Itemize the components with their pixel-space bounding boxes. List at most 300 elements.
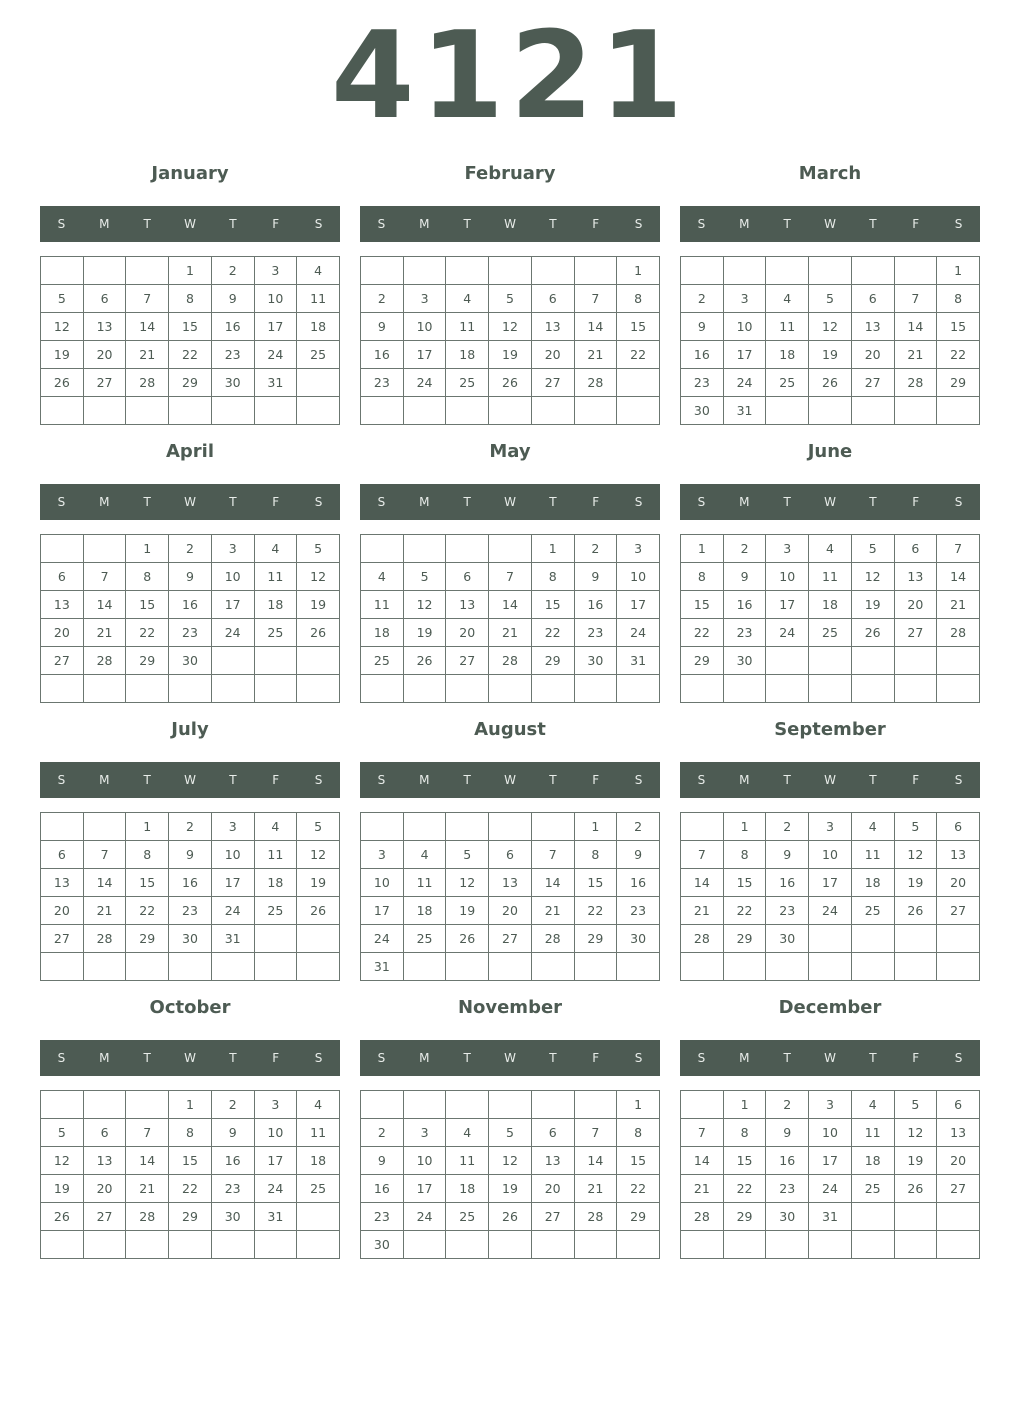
day-cell[interactable]: 9 — [211, 285, 254, 313]
day-cell[interactable]: 27 — [937, 897, 980, 925]
day-cell[interactable]: 2 — [574, 535, 617, 563]
day-cell[interactable]: 14 — [126, 313, 169, 341]
day-cell[interactable]: 8 — [531, 563, 574, 591]
day-cell[interactable]: 25 — [766, 369, 809, 397]
day-cell[interactable]: 18 — [809, 591, 852, 619]
day-cell[interactable]: 15 — [723, 1147, 766, 1175]
day-cell[interactable]: 7 — [126, 285, 169, 313]
day-cell[interactable]: 13 — [446, 591, 489, 619]
day-cell[interactable]: 10 — [254, 285, 297, 313]
day-cell[interactable]: 6 — [446, 563, 489, 591]
day-cell[interactable]: 15 — [681, 591, 724, 619]
day-cell[interactable]: 19 — [489, 1175, 532, 1203]
day-cell[interactable]: 23 — [361, 369, 404, 397]
day-cell[interactable]: 21 — [83, 897, 126, 925]
day-cell[interactable]: 24 — [617, 619, 660, 647]
day-cell[interactable]: 5 — [894, 1091, 937, 1119]
day-cell[interactable]: 29 — [126, 925, 169, 953]
day-cell[interactable]: 26 — [489, 1203, 532, 1231]
day-cell[interactable]: 15 — [169, 1147, 212, 1175]
day-cell[interactable]: 1 — [531, 535, 574, 563]
day-cell[interactable]: 5 — [41, 285, 84, 313]
day-cell[interactable]: 10 — [403, 1147, 446, 1175]
day-cell[interactable]: 4 — [446, 285, 489, 313]
day-cell[interactable]: 15 — [617, 1147, 660, 1175]
day-cell[interactable]: 24 — [403, 369, 446, 397]
day-cell[interactable]: 28 — [126, 369, 169, 397]
day-cell[interactable]: 12 — [297, 841, 340, 869]
day-cell[interactable]: 17 — [766, 591, 809, 619]
day-cell[interactable]: 1 — [574, 813, 617, 841]
day-cell[interactable]: 10 — [403, 313, 446, 341]
day-cell[interactable]: 17 — [809, 869, 852, 897]
day-cell[interactable]: 29 — [723, 1203, 766, 1231]
day-cell[interactable]: 5 — [489, 1119, 532, 1147]
day-cell[interactable]: 3 — [809, 1091, 852, 1119]
day-cell[interactable]: 31 — [254, 1203, 297, 1231]
day-cell[interactable]: 16 — [766, 1147, 809, 1175]
day-cell[interactable]: 30 — [361, 1231, 404, 1259]
day-cell[interactable]: 26 — [894, 897, 937, 925]
day-cell[interactable]: 27 — [489, 925, 532, 953]
day-cell[interactable]: 14 — [937, 563, 980, 591]
day-cell[interactable]: 6 — [937, 813, 980, 841]
day-cell[interactable]: 27 — [851, 369, 894, 397]
day-cell[interactable]: 16 — [169, 591, 212, 619]
day-cell[interactable]: 11 — [851, 1119, 894, 1147]
day-cell[interactable]: 30 — [766, 1203, 809, 1231]
day-cell[interactable]: 28 — [531, 925, 574, 953]
day-cell[interactable]: 13 — [937, 841, 980, 869]
day-cell[interactable]: 24 — [403, 1203, 446, 1231]
day-cell[interactable]: 19 — [297, 869, 340, 897]
day-cell[interactable]: 16 — [574, 591, 617, 619]
day-cell[interactable]: 17 — [403, 1175, 446, 1203]
day-cell[interactable]: 2 — [766, 1091, 809, 1119]
day-cell[interactable]: 3 — [809, 813, 852, 841]
day-cell[interactable]: 7 — [894, 285, 937, 313]
day-cell[interactable]: 18 — [851, 1147, 894, 1175]
day-cell[interactable]: 27 — [41, 647, 84, 675]
day-cell[interactable]: 20 — [83, 341, 126, 369]
day-cell[interactable]: 5 — [297, 535, 340, 563]
day-cell[interactable]: 24 — [254, 341, 297, 369]
day-cell[interactable]: 31 — [361, 953, 404, 981]
day-cell[interactable]: 4 — [851, 813, 894, 841]
day-cell[interactable]: 19 — [403, 619, 446, 647]
day-cell[interactable]: 17 — [211, 591, 254, 619]
day-cell[interactable]: 21 — [894, 341, 937, 369]
day-cell[interactable]: 31 — [211, 925, 254, 953]
day-cell[interactable]: 11 — [254, 841, 297, 869]
day-cell[interactable]: 23 — [681, 369, 724, 397]
day-cell[interactable]: 16 — [361, 341, 404, 369]
day-cell[interactable]: 30 — [617, 925, 660, 953]
day-cell[interactable]: 7 — [937, 535, 980, 563]
day-cell[interactable]: 1 — [937, 257, 980, 285]
day-cell[interactable]: 2 — [723, 535, 766, 563]
day-cell[interactable]: 8 — [681, 563, 724, 591]
day-cell[interactable]: 25 — [403, 925, 446, 953]
day-cell[interactable]: 13 — [894, 563, 937, 591]
day-cell[interactable]: 22 — [617, 1175, 660, 1203]
day-cell[interactable]: 19 — [446, 897, 489, 925]
day-cell[interactable]: 4 — [297, 257, 340, 285]
day-cell[interactable]: 29 — [126, 647, 169, 675]
day-cell[interactable]: 11 — [254, 563, 297, 591]
day-cell[interactable]: 8 — [169, 285, 212, 313]
day-cell[interactable]: 11 — [766, 313, 809, 341]
day-cell[interactable]: 27 — [446, 647, 489, 675]
day-cell[interactable]: 26 — [894, 1175, 937, 1203]
day-cell[interactable]: 1 — [681, 535, 724, 563]
day-cell[interactable]: 5 — [446, 841, 489, 869]
day-cell[interactable]: 15 — [937, 313, 980, 341]
day-cell[interactable]: 12 — [403, 591, 446, 619]
day-cell[interactable]: 16 — [617, 869, 660, 897]
day-cell[interactable]: 19 — [809, 341, 852, 369]
day-cell[interactable]: 21 — [681, 897, 724, 925]
day-cell[interactable]: 27 — [894, 619, 937, 647]
day-cell[interactable]: 8 — [126, 563, 169, 591]
day-cell[interactable]: 15 — [574, 869, 617, 897]
day-cell[interactable]: 21 — [126, 341, 169, 369]
day-cell[interactable]: 26 — [403, 647, 446, 675]
day-cell[interactable]: 24 — [809, 1175, 852, 1203]
day-cell[interactable]: 20 — [937, 1147, 980, 1175]
day-cell[interactable]: 12 — [489, 1147, 532, 1175]
day-cell[interactable]: 5 — [809, 285, 852, 313]
day-cell[interactable]: 18 — [297, 1147, 340, 1175]
day-cell[interactable]: 23 — [211, 341, 254, 369]
day-cell[interactable]: 27 — [531, 1203, 574, 1231]
day-cell[interactable]: 9 — [766, 1119, 809, 1147]
day-cell[interactable]: 31 — [723, 397, 766, 425]
day-cell[interactable]: 16 — [211, 313, 254, 341]
day-cell[interactable]: 7 — [126, 1119, 169, 1147]
day-cell[interactable]: 13 — [83, 313, 126, 341]
day-cell[interactable]: 23 — [766, 1175, 809, 1203]
day-cell[interactable]: 17 — [723, 341, 766, 369]
day-cell[interactable]: 8 — [574, 841, 617, 869]
day-cell[interactable]: 23 — [574, 619, 617, 647]
day-cell[interactable]: 28 — [83, 647, 126, 675]
day-cell[interactable]: 18 — [254, 869, 297, 897]
day-cell[interactable]: 26 — [297, 619, 340, 647]
day-cell[interactable]: 16 — [211, 1147, 254, 1175]
day-cell[interactable]: 11 — [361, 591, 404, 619]
day-cell[interactable]: 22 — [574, 897, 617, 925]
day-cell[interactable]: 8 — [723, 841, 766, 869]
day-cell[interactable]: 8 — [169, 1119, 212, 1147]
day-cell[interactable]: 26 — [297, 897, 340, 925]
day-cell[interactable]: 14 — [681, 1147, 724, 1175]
day-cell[interactable]: 2 — [169, 535, 212, 563]
day-cell[interactable]: 12 — [894, 1119, 937, 1147]
day-cell[interactable]: 30 — [169, 925, 212, 953]
day-cell[interactable]: 7 — [83, 841, 126, 869]
day-cell[interactable]: 24 — [211, 619, 254, 647]
day-cell[interactable]: 27 — [531, 369, 574, 397]
day-cell[interactable]: 20 — [489, 897, 532, 925]
day-cell[interactable]: 27 — [937, 1175, 980, 1203]
day-cell[interactable]: 23 — [361, 1203, 404, 1231]
day-cell[interactable]: 27 — [83, 369, 126, 397]
day-cell[interactable]: 18 — [297, 313, 340, 341]
day-cell[interactable]: 14 — [83, 591, 126, 619]
day-cell[interactable]: 6 — [489, 841, 532, 869]
day-cell[interactable]: 7 — [574, 285, 617, 313]
day-cell[interactable]: 29 — [574, 925, 617, 953]
day-cell[interactable]: 9 — [766, 841, 809, 869]
day-cell[interactable]: 21 — [126, 1175, 169, 1203]
day-cell[interactable]: 17 — [361, 897, 404, 925]
day-cell[interactable]: 28 — [574, 369, 617, 397]
day-cell[interactable]: 25 — [446, 369, 489, 397]
day-cell[interactable]: 24 — [254, 1175, 297, 1203]
day-cell[interactable]: 10 — [809, 1119, 852, 1147]
day-cell[interactable]: 14 — [126, 1147, 169, 1175]
day-cell[interactable]: 10 — [766, 563, 809, 591]
day-cell[interactable]: 24 — [211, 897, 254, 925]
day-cell[interactable]: 17 — [254, 313, 297, 341]
day-cell[interactable]: 17 — [211, 869, 254, 897]
day-cell[interactable]: 13 — [83, 1147, 126, 1175]
day-cell[interactable]: 4 — [297, 1091, 340, 1119]
day-cell[interactable]: 30 — [766, 925, 809, 953]
day-cell[interactable]: 25 — [809, 619, 852, 647]
day-cell[interactable]: 9 — [211, 1119, 254, 1147]
day-cell[interactable]: 11 — [446, 1147, 489, 1175]
day-cell[interactable]: 3 — [361, 841, 404, 869]
day-cell[interactable]: 29 — [937, 369, 980, 397]
day-cell[interactable]: 13 — [531, 313, 574, 341]
day-cell[interactable]: 11 — [297, 285, 340, 313]
day-cell[interactable]: 21 — [574, 341, 617, 369]
day-cell[interactable]: 12 — [41, 1147, 84, 1175]
day-cell[interactable]: 13 — [41, 591, 84, 619]
day-cell[interactable]: 15 — [126, 591, 169, 619]
day-cell[interactable]: 13 — [489, 869, 532, 897]
day-cell[interactable]: 8 — [937, 285, 980, 313]
day-cell[interactable]: 2 — [169, 813, 212, 841]
day-cell[interactable]: 26 — [41, 369, 84, 397]
day-cell[interactable]: 15 — [531, 591, 574, 619]
day-cell[interactable]: 6 — [937, 1091, 980, 1119]
day-cell[interactable]: 4 — [446, 1119, 489, 1147]
day-cell[interactable]: 27 — [41, 925, 84, 953]
day-cell[interactable]: 2 — [211, 257, 254, 285]
day-cell[interactable]: 18 — [254, 591, 297, 619]
day-cell[interactable]: 20 — [446, 619, 489, 647]
day-cell[interactable]: 22 — [126, 619, 169, 647]
day-cell[interactable]: 16 — [361, 1175, 404, 1203]
day-cell[interactable]: 22 — [169, 1175, 212, 1203]
day-cell[interactable]: 22 — [126, 897, 169, 925]
day-cell[interactable]: 25 — [361, 647, 404, 675]
day-cell[interactable]: 15 — [723, 869, 766, 897]
day-cell[interactable]: 11 — [809, 563, 852, 591]
day-cell[interactable]: 28 — [489, 647, 532, 675]
day-cell[interactable]: 9 — [169, 563, 212, 591]
day-cell[interactable]: 18 — [851, 869, 894, 897]
day-cell[interactable]: 2 — [361, 1119, 404, 1147]
day-cell[interactable]: 7 — [574, 1119, 617, 1147]
day-cell[interactable]: 23 — [766, 897, 809, 925]
day-cell[interactable]: 26 — [851, 619, 894, 647]
day-cell[interactable]: 9 — [723, 563, 766, 591]
day-cell[interactable]: 7 — [681, 841, 724, 869]
day-cell[interactable]: 22 — [723, 1175, 766, 1203]
day-cell[interactable]: 9 — [681, 313, 724, 341]
day-cell[interactable]: 18 — [766, 341, 809, 369]
day-cell[interactable]: 22 — [531, 619, 574, 647]
day-cell[interactable]: 22 — [723, 897, 766, 925]
day-cell[interactable]: 6 — [41, 841, 84, 869]
day-cell[interactable]: 3 — [617, 535, 660, 563]
day-cell[interactable]: 30 — [681, 397, 724, 425]
day-cell[interactable]: 30 — [574, 647, 617, 675]
day-cell[interactable]: 3 — [723, 285, 766, 313]
day-cell[interactable]: 10 — [254, 1119, 297, 1147]
day-cell[interactable]: 29 — [169, 369, 212, 397]
day-cell[interactable]: 26 — [446, 925, 489, 953]
day-cell[interactable]: 30 — [211, 369, 254, 397]
day-cell[interactable]: 21 — [83, 619, 126, 647]
day-cell[interactable]: 14 — [574, 313, 617, 341]
day-cell[interactable]: 31 — [617, 647, 660, 675]
day-cell[interactable]: 1 — [723, 1091, 766, 1119]
day-cell[interactable]: 9 — [617, 841, 660, 869]
day-cell[interactable]: 10 — [723, 313, 766, 341]
day-cell[interactable]: 4 — [361, 563, 404, 591]
day-cell[interactable]: 10 — [617, 563, 660, 591]
day-cell[interactable]: 29 — [617, 1203, 660, 1231]
day-cell[interactable]: 6 — [851, 285, 894, 313]
day-cell[interactable]: 19 — [894, 1147, 937, 1175]
day-cell[interactable]: 5 — [851, 535, 894, 563]
day-cell[interactable]: 15 — [169, 313, 212, 341]
day-cell[interactable]: 2 — [361, 285, 404, 313]
day-cell[interactable]: 3 — [254, 257, 297, 285]
day-cell[interactable]: 20 — [531, 341, 574, 369]
day-cell[interactable]: 11 — [403, 869, 446, 897]
day-cell[interactable]: 22 — [937, 341, 980, 369]
day-cell[interactable]: 5 — [489, 285, 532, 313]
day-cell[interactable]: 25 — [297, 1175, 340, 1203]
day-cell[interactable]: 23 — [723, 619, 766, 647]
day-cell[interactable]: 8 — [617, 1119, 660, 1147]
day-cell[interactable]: 6 — [83, 1119, 126, 1147]
day-cell[interactable]: 23 — [617, 897, 660, 925]
day-cell[interactable]: 9 — [574, 563, 617, 591]
day-cell[interactable]: 1 — [169, 1091, 212, 1119]
day-cell[interactable]: 30 — [211, 1203, 254, 1231]
day-cell[interactable]: 1 — [617, 1091, 660, 1119]
day-cell[interactable]: 9 — [361, 313, 404, 341]
day-cell[interactable]: 3 — [211, 813, 254, 841]
day-cell[interactable]: 1 — [723, 813, 766, 841]
day-cell[interactable]: 10 — [211, 563, 254, 591]
day-cell[interactable]: 11 — [851, 841, 894, 869]
day-cell[interactable]: 12 — [851, 563, 894, 591]
day-cell[interactable]: 24 — [723, 369, 766, 397]
day-cell[interactable]: 22 — [681, 619, 724, 647]
day-cell[interactable]: 3 — [766, 535, 809, 563]
day-cell[interactable]: 12 — [894, 841, 937, 869]
day-cell[interactable]: 5 — [297, 813, 340, 841]
day-cell[interactable]: 28 — [894, 369, 937, 397]
day-cell[interactable]: 20 — [851, 341, 894, 369]
day-cell[interactable]: 26 — [809, 369, 852, 397]
day-cell[interactable]: 17 — [809, 1147, 852, 1175]
day-cell[interactable]: 6 — [531, 285, 574, 313]
day-cell[interactable]: 15 — [617, 313, 660, 341]
day-cell[interactable]: 13 — [41, 869, 84, 897]
day-cell[interactable]: 20 — [83, 1175, 126, 1203]
day-cell[interactable]: 10 — [211, 841, 254, 869]
day-cell[interactable]: 26 — [489, 369, 532, 397]
day-cell[interactable]: 2 — [766, 813, 809, 841]
day-cell[interactable]: 21 — [489, 619, 532, 647]
day-cell[interactable]: 20 — [41, 897, 84, 925]
day-cell[interactable]: 4 — [403, 841, 446, 869]
day-cell[interactable]: 28 — [83, 925, 126, 953]
day-cell[interactable]: 21 — [574, 1175, 617, 1203]
day-cell[interactable]: 5 — [41, 1119, 84, 1147]
day-cell[interactable]: 6 — [41, 563, 84, 591]
day-cell[interactable]: 16 — [681, 341, 724, 369]
day-cell[interactable]: 10 — [361, 869, 404, 897]
day-cell[interactable]: 12 — [297, 563, 340, 591]
day-cell[interactable]: 24 — [809, 897, 852, 925]
day-cell[interactable]: 20 — [41, 619, 84, 647]
day-cell[interactable]: 28 — [937, 619, 980, 647]
day-cell[interactable]: 3 — [403, 285, 446, 313]
day-cell[interactable]: 22 — [169, 341, 212, 369]
day-cell[interactable]: 3 — [254, 1091, 297, 1119]
day-cell[interactable]: 20 — [937, 869, 980, 897]
day-cell[interactable]: 2 — [681, 285, 724, 313]
day-cell[interactable]: 26 — [41, 1203, 84, 1231]
day-cell[interactable]: 25 — [446, 1203, 489, 1231]
day-cell[interactable]: 28 — [126, 1203, 169, 1231]
day-cell[interactable]: 8 — [723, 1119, 766, 1147]
day-cell[interactable]: 23 — [211, 1175, 254, 1203]
day-cell[interactable]: 2 — [211, 1091, 254, 1119]
day-cell[interactable]: 6 — [531, 1119, 574, 1147]
day-cell[interactable]: 25 — [851, 1175, 894, 1203]
day-cell[interactable]: 3 — [403, 1119, 446, 1147]
day-cell[interactable]: 28 — [681, 1203, 724, 1231]
day-cell[interactable]: 11 — [446, 313, 489, 341]
day-cell[interactable]: 24 — [361, 925, 404, 953]
day-cell[interactable]: 1 — [126, 813, 169, 841]
day-cell[interactable]: 9 — [361, 1147, 404, 1175]
day-cell[interactable]: 11 — [297, 1119, 340, 1147]
day-cell[interactable]: 3 — [211, 535, 254, 563]
day-cell[interactable]: 19 — [41, 1175, 84, 1203]
day-cell[interactable]: 18 — [446, 341, 489, 369]
day-cell[interactable]: 7 — [681, 1119, 724, 1147]
day-cell[interactable]: 25 — [254, 619, 297, 647]
day-cell[interactable]: 14 — [574, 1147, 617, 1175]
day-cell[interactable]: 21 — [531, 897, 574, 925]
day-cell[interactable]: 16 — [169, 869, 212, 897]
day-cell[interactable]: 19 — [297, 591, 340, 619]
day-cell[interactable]: 8 — [126, 841, 169, 869]
day-cell[interactable]: 4 — [851, 1091, 894, 1119]
